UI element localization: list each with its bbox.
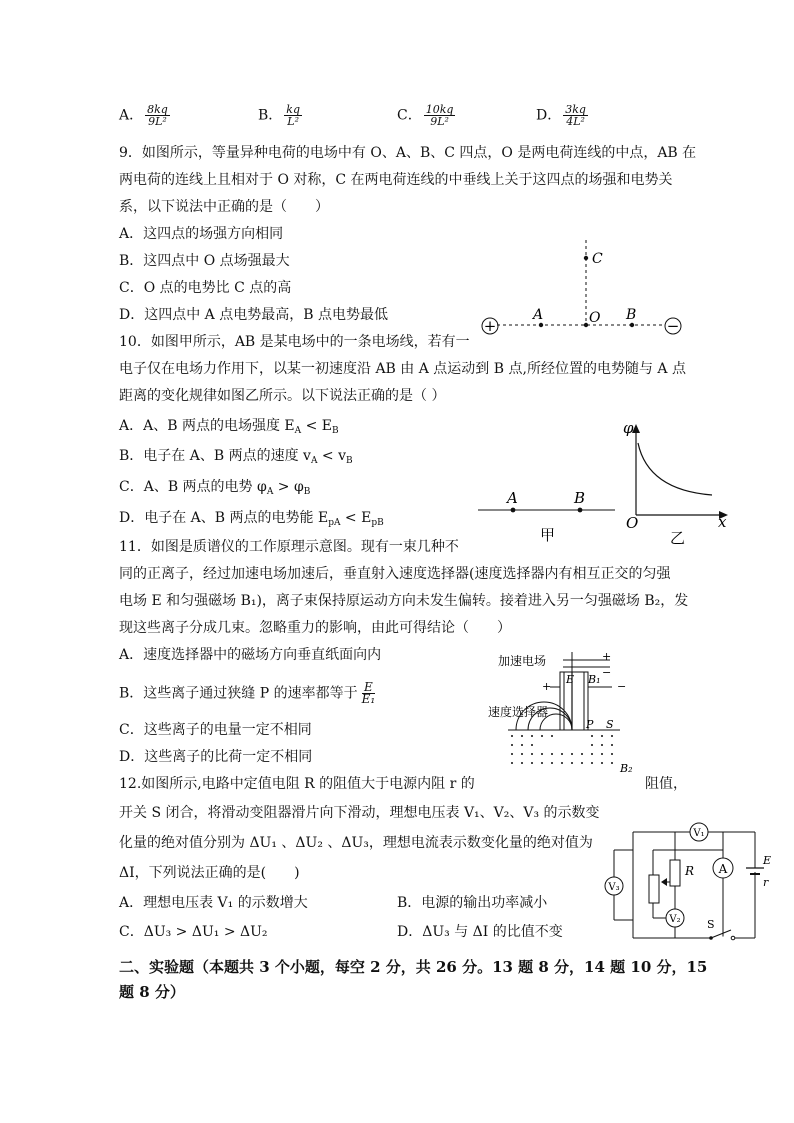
q8-option-b: B． $\frac{kq}{\text{L²}}$ bbox=[258, 103, 301, 128]
q8-option-c: C． $\frac{10kq}{\text{9L²}}$ bbox=[397, 103, 454, 128]
selector-minus: − bbox=[617, 680, 627, 693]
q12-option-b: B．电源的输出功率减小 bbox=[397, 895, 548, 911]
label-yi: 乙 bbox=[670, 529, 686, 547]
accel-plus: + bbox=[602, 650, 612, 663]
label-s: S bbox=[606, 718, 614, 731]
label-r-internal: r bbox=[763, 876, 769, 889]
q11-mass-spectrometer bbox=[480, 650, 650, 775]
q11-stem-line4: 现这些离子分成几束。忽略重力的影响，由此可得结论（ ） bbox=[119, 620, 511, 636]
q9-charge-diagram bbox=[475, 235, 690, 340]
magnetic-field-dots bbox=[511, 735, 613, 764]
q12-stem-line4: ΔI，下列说法正确的是( ) bbox=[119, 865, 300, 881]
section2-heading-line1: 二、实验题（本题共 3 个小题，每空 2 分，共 26 分。13 题 8 分，14 题 10 分，15 bbox=[119, 958, 708, 976]
label-jia: 甲 bbox=[540, 526, 556, 544]
label-r: R bbox=[685, 864, 695, 878]
q11-option-d: D．这些离子的比荷一定不相同 bbox=[119, 749, 313, 765]
label-v3: V₃ bbox=[608, 882, 620, 893]
q10-option-a: A．A、B 两点的电场强度 $E_A < E_B$ bbox=[119, 418, 339, 436]
label-v2: V₂ bbox=[669, 914, 681, 925]
rheostat-slider-icon bbox=[661, 878, 667, 886]
q10-stem-line3: 距离的变化规律如图乙所示。以下说法正确的是（ ） bbox=[119, 388, 446, 404]
label-v1: V₁ bbox=[693, 828, 705, 839]
q12-option-d: D．ΔU₃ 与 ΔI 的比值不变 bbox=[397, 924, 563, 940]
q8-option-a: A． $\frac{8kq}{\text{9L²}}$ bbox=[119, 103, 168, 128]
label-b: B bbox=[626, 307, 637, 323]
q12-stem-line1b: 阻值， bbox=[645, 776, 687, 792]
point-c bbox=[584, 256, 588, 260]
point-a bbox=[539, 323, 543, 327]
q12-stem-line1a: 12.如图所示,电路中定值电阻 R 的阻值大于电源内阻 r 的 bbox=[119, 776, 475, 792]
q10-option-b: B．电子在 A、B 两点的速度 $v_A < v_B$ bbox=[119, 448, 353, 466]
q11-stem-line2: 同的正离子，经过加速电场加速后，垂直射入速度选择器(速度选择器内有相互正交的匀强 bbox=[119, 566, 671, 582]
q11-stem-line3: 电场 E 和匀强磁场 B₁)，离子束保持原运动方向未发生偏转。接着进入另一匀强磁场 B₂，发 bbox=[119, 593, 689, 609]
label-o: O bbox=[626, 514, 639, 532]
rheostat bbox=[649, 875, 659, 903]
label-b2: B₂ bbox=[620, 762, 633, 775]
q9-stem-line1: 9．如图所示，等量异种电荷的电场中有 O、A、B、C 四点，O 是两电荷连线的中点，AB 在 bbox=[119, 145, 697, 161]
section2-heading-line2: 题 8 分） bbox=[119, 983, 185, 1001]
accel-minus: − bbox=[602, 666, 612, 679]
minus-sign: − bbox=[666, 317, 680, 335]
label-a: A bbox=[507, 489, 518, 507]
q12-option-a: A．理想电压表 V₁ 的示数增大 bbox=[119, 895, 308, 911]
q9-stem-line3: 系，以下说法中正确的是（ ） bbox=[119, 199, 329, 215]
q9-option-d: D．这四点中 A 点电势最高，B 点电势最低 bbox=[119, 307, 388, 323]
label-b1: B₁ bbox=[588, 673, 601, 686]
q8-option-d: D． $\frac{3kq}{\text{4L²}}$ bbox=[536, 103, 586, 128]
q12-option-c: C．ΔU₃ > ΔU₁ > ΔU₂ bbox=[119, 924, 268, 940]
label-c: C bbox=[592, 251, 603, 267]
label-x: x bbox=[718, 513, 727, 531]
q10-option-c: C．A、B 两点的电势 $\varphi_A > \varphi_B$ bbox=[119, 479, 311, 497]
q10-diagrams bbox=[470, 415, 735, 550]
label-o: O bbox=[589, 310, 601, 326]
potential-curve bbox=[638, 443, 712, 495]
q9-option-b: B．这四点中 O 点场强最大 bbox=[119, 253, 290, 269]
q11-option-b: B．这些离子通过狭缝 P 的速率都等于 $\frac{E}{\text{E₁}}$ bbox=[119, 680, 376, 706]
label-a: A bbox=[718, 862, 728, 876]
label-a: A bbox=[533, 307, 544, 323]
point-o bbox=[584, 323, 588, 327]
q11-option-c: C．这些离子的电量一定不相同 bbox=[119, 722, 312, 738]
q9-option-a: A．这四点的场强方向相同 bbox=[119, 226, 284, 242]
q12-stem-line2: 开关 S 闭合，将滑动变阻器滑片向下滑动，理想电压表 V₁、V₂、V₃ 的示数变 bbox=[119, 805, 600, 821]
selector-plus: + bbox=[542, 680, 552, 693]
label-e: E bbox=[763, 854, 772, 867]
label-phi: φ bbox=[623, 419, 634, 437]
point-b bbox=[578, 508, 583, 513]
q11-stem-line1: 11．如图是质谱仪的工作原理示意图。现有一束几种不 bbox=[119, 539, 459, 555]
label-p: P bbox=[586, 718, 594, 731]
point-b bbox=[630, 323, 634, 327]
q12-circuit-diagram bbox=[595, 820, 780, 948]
q10-stem-line1: 10．如图甲所示，AB 是某电场中的一条电场线，若有一 bbox=[119, 334, 470, 350]
label-s: S bbox=[707, 918, 715, 931]
label-b: B bbox=[574, 489, 586, 507]
point-a bbox=[511, 508, 516, 513]
q12-stem-line3: 化量的绝对值分别为 ΔU₁ 、ΔU₂ 、ΔU₃，理想电流表示数变化量的绝对值为 bbox=[119, 835, 593, 851]
q9-option-c: C．O 点的电势比 C 点的高 bbox=[119, 280, 292, 296]
q11-option-a: A．速度选择器中的磁场方向垂直纸面向内 bbox=[119, 647, 382, 663]
label-e: E bbox=[566, 673, 575, 686]
q9-stem-line2: 两电荷的连线上且相对于 O 对称，C 在两电荷连线的中垂线上关于这四点的场强和电势关 bbox=[119, 172, 673, 188]
velocity-selector-label: 速度选择器 bbox=[488, 705, 549, 719]
q10-option-d: D．电子在 A、B 两点的电势能 $E_{pA} < E_{pB}$ bbox=[119, 510, 384, 528]
accel-field-label: 加速电场 bbox=[498, 654, 547, 668]
resistor-r bbox=[670, 860, 680, 886]
q10-stem-line2: 电子仅在电场力作用下，以某一初速度沿 AB 由 A 点运动到 B 点,所经位置的电势随与 A 点 bbox=[119, 361, 686, 377]
plus-sign: + bbox=[483, 317, 497, 335]
